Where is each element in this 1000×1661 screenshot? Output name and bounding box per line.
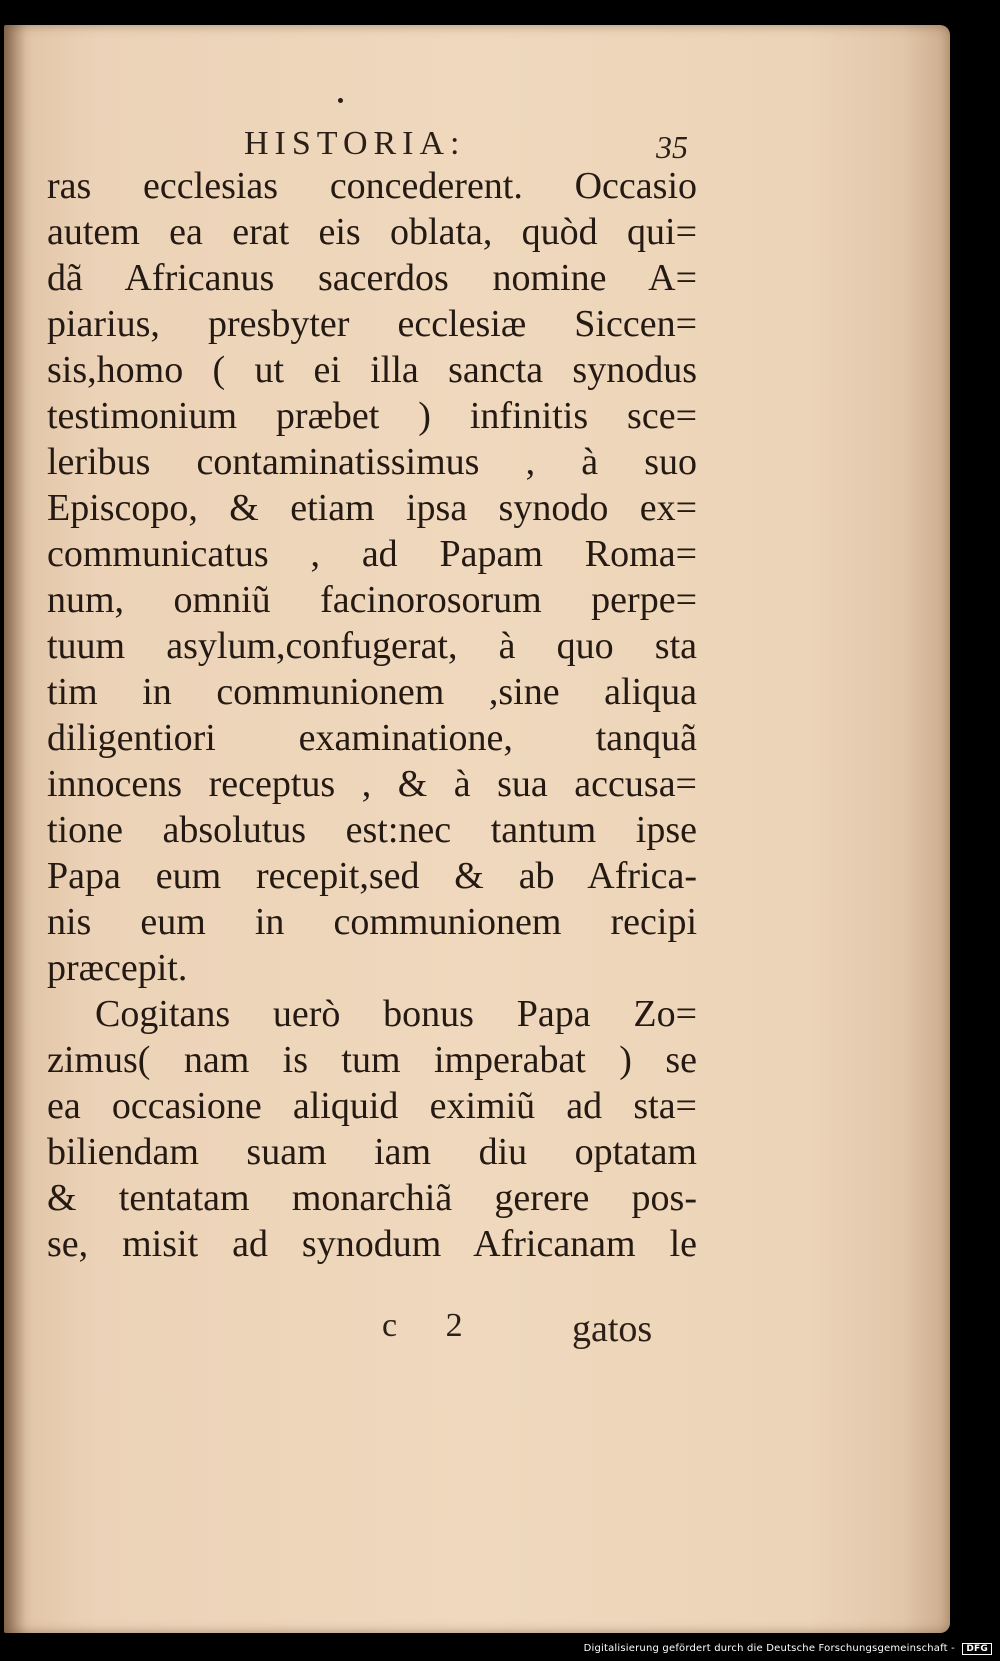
- text-line: testimonium præbet ) infinitis sce=: [47, 395, 697, 437]
- text-line: biliendam suam iam diu optatam: [47, 1131, 697, 1173]
- text-line: autem ea erat eis oblata, quòd qui=: [47, 211, 697, 253]
- text-line: Cogitans uerò bonus Papa Zo=: [95, 993, 697, 1035]
- text-line: diligentiori examinatione, tanquã: [47, 717, 697, 759]
- text-line: communicatus , ad Papam Roma=: [47, 533, 697, 575]
- text-line: tione absolutus est:nec tantum ipse: [47, 809, 697, 851]
- text-line: nis eum in communionem recipi: [47, 901, 697, 943]
- text-line: & tentatam monarchiã gerere pos-: [47, 1177, 697, 1219]
- digitization-credit: [584, 1643, 992, 1655]
- text-line: se, misit ad synodum Africanam le: [47, 1223, 697, 1265]
- text-line: Episcopo, & etiam ipsa synodo ex=: [47, 487, 697, 529]
- text-line: tim in communionem ,sine aliqua: [47, 671, 697, 713]
- text-line: zimus( nam is tum imperabat ) se: [47, 1039, 697, 1081]
- text-line: ras ecclesias concederent. Occasio: [47, 165, 697, 207]
- book-page: [4, 25, 950, 1633]
- text-line: præcepit.: [47, 947, 188, 989]
- text-line: leribus contaminatissimus , à suo: [47, 441, 697, 483]
- text-line: num, omniũ facinorosorum perpe=: [47, 579, 697, 621]
- body-text: [47, 163, 697, 1267]
- running-head: HISTORIA:: [244, 125, 466, 162]
- text-line: dã Africanus sacerdos nomine A=: [47, 257, 697, 299]
- dfg-logo-icon: DFG: [962, 1643, 992, 1655]
- text-line: piarius, presbyter ecclesiæ Siccen=: [47, 303, 697, 345]
- footer-bar: [0, 1633, 1000, 1661]
- ink-dot: [338, 98, 343, 103]
- credit-text: Digitalisierung gefördert durch die Deutsche Forschungsgemeinschaft -: [583, 1643, 955, 1654]
- text-line: innocens receptus , & à sua accusa=: [47, 763, 697, 805]
- signature-mark: c 2: [382, 1307, 483, 1344]
- text-line: tuum asylum,confugerat, à quo sta: [47, 625, 697, 667]
- text-line: sis,homo ( ut ei illa sancta synodus: [47, 349, 697, 391]
- text-line: ea occasione aliquid eximiũ ad sta=: [47, 1085, 697, 1127]
- catchword: gatos: [572, 1308, 653, 1350]
- text-line: Papa eum recepit,sed & ab Africa-: [47, 855, 697, 897]
- page-number: 35: [656, 129, 688, 165]
